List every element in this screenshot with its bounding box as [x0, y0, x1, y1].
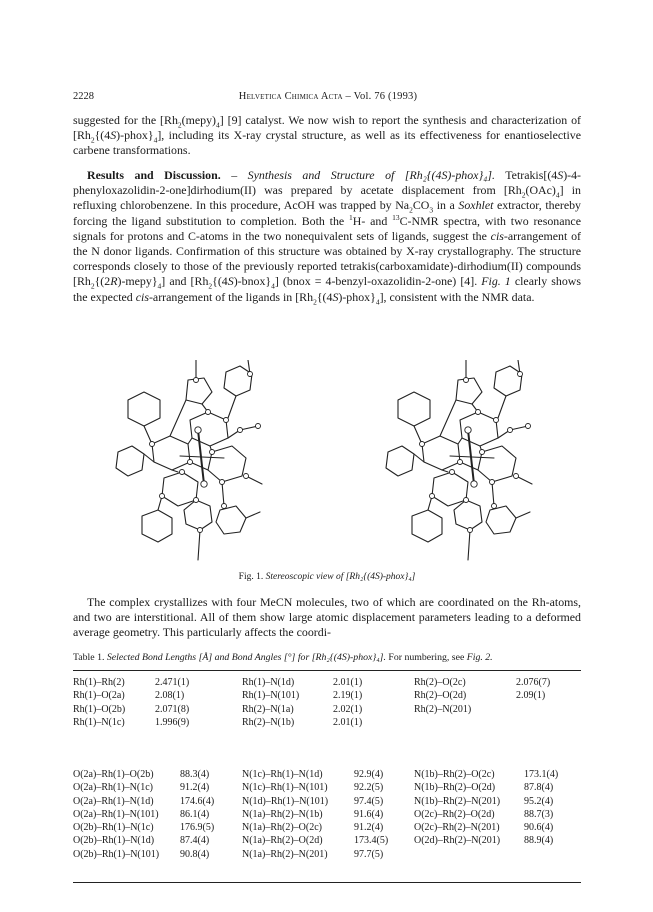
paragraph-intro [73, 113, 581, 159]
subscript: 4 [157, 281, 162, 291]
bond-value-cell [516, 716, 581, 729]
bond-value-cell: 90.8(4) [180, 848, 210, 860]
text-run: ] and [Rh [161, 274, 209, 289]
journal-name: Helvetica Chimica Acta [238, 91, 343, 102]
table-row [73, 716, 581, 729]
table-row [73, 689, 581, 702]
bond-label-cell: O(2b)–Rh(1)–N(1c) [73, 822, 154, 834]
bond-value-cell: 173.1(4) [524, 769, 559, 780]
bond-value-cell: 86.1(4) [180, 808, 210, 820]
text-run: ], consistent with the NMR data. [379, 289, 535, 304]
table-row [73, 795, 581, 808]
bond-label-cell: N(1a)–Rh(2)–N(201) [242, 848, 328, 860]
journal-volume: – Vol. 76 (1993) [345, 91, 418, 102]
bond-label-cell: Rh(2)–N(1a) [242, 703, 294, 715]
text-run: suggested for the [Rh [73, 113, 178, 127]
section-heading: Results and Discussion. [87, 168, 221, 182]
superscript: 1 [348, 212, 353, 222]
bond-value-cell: 2.01(1) [333, 716, 363, 728]
bond-label-cell: N(1a)–Rh(2)–O(2c) [242, 822, 322, 834]
bond-label-cell: O(2d)–Rh(2)–N(201) [414, 835, 501, 847]
bond-label-cell: Rh(2)–O(2c) [414, 677, 466, 688]
bond-value-cell: 97.7(5) [354, 848, 384, 860]
bond-label-cell: N(1b)–Rh(2)–O(2d) [414, 782, 496, 794]
subscript: 2 [177, 120, 182, 130]
bond-label-cell: N(1b)–Rh(2)–N(201) [414, 795, 501, 807]
bond-label-cell: O(2a)–Rh(1)–N(101) [73, 808, 159, 820]
table-label: Table 1. [73, 652, 105, 663]
table-note: For numbering, see [388, 652, 465, 663]
bond-value-cell: 176.9(5) [180, 822, 215, 834]
bond-label-cell: N(1a)–Rh(2)–N(1b) [242, 808, 323, 820]
bond-value-cell: 2.19(1) [333, 690, 363, 702]
bond-label-cell: Rh(1)–N(1d) [242, 677, 295, 688]
italic-run: S [332, 289, 339, 304]
bond-value-cell: 90.6(4) [524, 822, 554, 834]
journal-citation [73, 91, 583, 102]
subscript: 2 [521, 190, 526, 200]
text-run: CO [412, 198, 430, 213]
text-run: )-bnox} [233, 274, 272, 289]
table-row [73, 703, 581, 716]
italic-run: Soxhlet [458, 198, 494, 213]
bond-value-cell: 2.071(8) [155, 703, 190, 715]
subscript: 4 [555, 190, 560, 200]
text-run: clearly shows the expected [73, 274, 581, 304]
bond-value-cell: 2.08(1) [155, 690, 185, 702]
bond-value-cell: 95.2(4) [524, 795, 554, 807]
bond-value-cell: 91.6(4) [354, 808, 384, 820]
text-run: – [220, 168, 248, 182]
text-run: {(2 [94, 274, 111, 289]
bond-value-cell: 2.09(1) [516, 690, 546, 702]
italic-run: R [110, 274, 118, 289]
bond-label-cell: Rh(1)–O(2a) [73, 690, 125, 702]
table-row [73, 768, 581, 781]
text-run: ] in refluxing chlorobenzene. In this procedure, AcOH was trapped by Na [73, 183, 581, 213]
bond-label-cell [414, 848, 524, 861]
table-top-rule [73, 670, 581, 671]
bond-lengths-body [73, 676, 581, 729]
table-row [73, 808, 581, 821]
italic-run: cis [490, 228, 504, 243]
bond-label-cell: O(2b)–Rh(1)–N(1d) [73, 835, 155, 847]
text-run: {(4 [94, 128, 111, 143]
bond-label-cell: O(2a)–Rh(1)–N(1d) [73, 795, 154, 807]
figure-caption-text: Stereoscopic view of [Rh₂{(4S)-phox}₄] [265, 572, 416, 582]
figure-reference: Fig. 1 [481, 274, 511, 289]
bond-value-cell [516, 703, 581, 716]
bond-value-cell: 92.2(5) [354, 782, 384, 794]
subscript: 2 [313, 297, 317, 306]
bond-label-cell: N(1b)–Rh(2)–O(2c) [414, 769, 495, 780]
figure-label: Fig. 1. [238, 572, 264, 582]
subscript: 2 [208, 281, 213, 291]
bond-value-cell: 88.7(3) [524, 808, 554, 820]
bond-value-cell: 88.9(4) [524, 835, 554, 847]
text-run: ] (bnox = 4-benzyl-oxazolidin-2-one) [4]. [274, 274, 482, 289]
table-row [73, 781, 581, 794]
bond-value-cell [524, 848, 581, 861]
text-run: H- and [352, 213, 393, 228]
bond-label-cell: Rh(1)–N(101) [242, 690, 300, 702]
bond-label-cell: N(1d)–Rh(1)–N(101) [242, 795, 329, 807]
bond-angles-table [73, 768, 581, 861]
table-row [73, 834, 581, 847]
bond-label-cell: O(2c)–Rh(2)–O(2d) [414, 808, 495, 820]
bond-value-cell: 91.2(4) [354, 822, 384, 834]
bond-label-cell: Rh(1)–Rh(2) [73, 677, 125, 688]
bond-value-cell: 2.02(1) [333, 703, 363, 715]
text-run: -arrangement of the ligands in [Rh [148, 289, 314, 304]
text-run: )-mepy} [117, 274, 158, 289]
subsection-heading: Synthesis and Structure of [Rh₂{(4S)-phox}₄]. [247, 168, 495, 182]
bond-value-cell: 1.996(9) [155, 716, 190, 728]
bond-value-cell: 173.4(5) [354, 835, 389, 847]
text-run: )-phox} [116, 128, 154, 143]
paragraph-results [73, 168, 581, 305]
bond-label-cell: Rh(1)–N(1c) [73, 716, 125, 728]
table-row [73, 821, 581, 834]
text-run: ], including its X-ray crystal structure, as well as its effectiveness for enantioselective carbene transformations. [73, 128, 581, 158]
bond-label-cell: Rh(2)–N(1b) [242, 716, 295, 728]
bond-label-cell [414, 716, 516, 729]
italic-run: S [110, 128, 117, 143]
stereoscopic-molecule-figure [100, 360, 570, 565]
table-title: Selected Bond Lengths [Å] and Bond Angles [°] for [Rh₂{(4S)-phox}₄]. [106, 652, 386, 663]
bond-label-cell: Rh(2)–O(2d) [414, 690, 467, 702]
bond-label-cell: N(1c)–Rh(1)–N(101) [242, 782, 328, 794]
table-row [73, 676, 581, 689]
paragraph-crystal: The complex crystallizes with four MeCN molecules, two of which are coordinated on the Rh-atoms, and two are interstitional. All of them show large atomic displacement parameters leading to a deformed average geometry. This particularly affects the coordi- [73, 595, 581, 640]
superscript: 13 [392, 212, 400, 222]
bond-label-cell: N(1c)–Rh(1)–N(1d) [242, 769, 323, 780]
bond-label-cell: O(2b)–Rh(1)–N(101) [73, 848, 160, 860]
bond-label-cell: Rh(2)–N(201) [414, 703, 472, 715]
subscript: 2 [90, 281, 95, 291]
page-number: 2228 [73, 91, 94, 102]
table-row [73, 848, 581, 861]
bond-value-cell: 2.076(7) [516, 677, 551, 688]
bond-label-cell: Rh(1)–O(2b) [73, 703, 126, 715]
subscript: 4 [216, 120, 220, 130]
subscript: 3 [429, 205, 434, 215]
bond-label-cell: O(2a)–Rh(1)–N(1c) [73, 782, 153, 794]
italic-run: S [227, 274, 234, 289]
bond-value-cell: 174.6(4) [180, 795, 215, 807]
text-run: Tetrakis[(4 [494, 168, 558, 182]
table-bottom-rule [73, 882, 581, 883]
bond-value-cell: 87.8(4) [524, 782, 554, 794]
italic-run: S [557, 168, 564, 182]
text-run: C-NMR spectra, with two resonance signals for protons and C-atoms in the two nonequivalent sets of ligands, suggest the [73, 213, 581, 243]
figure-caption [73, 572, 581, 582]
subscript: 4 [153, 135, 158, 145]
bond-value-cell: 91.2(4) [180, 782, 210, 794]
text-run: ] [9] catalyst. We now wish to report the synthesis and characterization of [Rh [73, 113, 581, 143]
text-run: {(4 [212, 274, 228, 289]
bond-label-cell: O(2c)–Rh(2)–N(201) [414, 822, 500, 834]
subscript: 2 [90, 135, 95, 145]
text-run: extractor, thereby forcing the ligand substitution to completion. Both the [73, 198, 581, 228]
bond-lengths-table [73, 676, 581, 729]
text-run: )-phox} [338, 289, 376, 304]
bond-value-cell: 2.471(1) [155, 677, 190, 688]
bond-value-cell: 92.9(4) [354, 769, 384, 780]
bond-label-cell: O(2a)–Rh(1)–O(2b) [73, 769, 154, 780]
molecule-view-left [116, 360, 262, 560]
text-run: (OAc) [525, 183, 556, 198]
text-run: -arrangement of the N donor ligands. Confirmation of this structure was obtained by X-ray crystallography. The structure corresponds closely to those of the previously reported tetrakis(carboxamidate)-dirhodium(II) compounds [Rh [73, 228, 581, 289]
text-run: in a [433, 198, 459, 213]
text-run: )-4-phenyloxazolidin-2-one]dirhodium(II) was prepared by acetate displacement from [Rh [73, 168, 582, 198]
text-run: (mepy) [181, 113, 216, 127]
bond-value-cell: 2.01(1) [333, 677, 363, 688]
subscript: 2 [409, 205, 413, 215]
bond-label-cell: N(1a)–Rh(2)–O(2d) [242, 835, 323, 847]
subscript: 4 [375, 297, 380, 306]
table-caption [73, 652, 581, 663]
bond-value-cell: 88.3(4) [180, 769, 210, 780]
text-run: {(4 [316, 289, 333, 304]
italic-run: cis [135, 289, 149, 304]
bond-angles-body [73, 768, 581, 861]
subscript: 4 [271, 281, 275, 291]
molecule-view-right [386, 360, 532, 560]
figure-reference: Fig. 2. [466, 652, 493, 663]
bond-value-cell: 97.4(5) [354, 795, 384, 807]
bond-value-cell: 87.4(4) [180, 835, 210, 847]
